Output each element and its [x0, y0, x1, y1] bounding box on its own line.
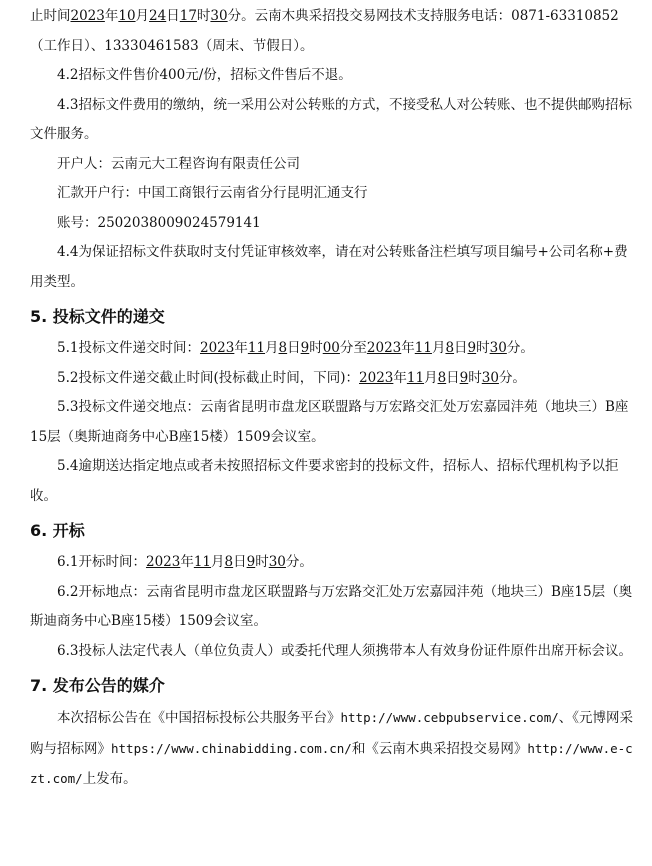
- deadline-hour: 17: [179, 8, 197, 24]
- text: 5.2投标文件递交截止时间(投标截止时间，下同)：: [57, 369, 360, 386]
- opening-month: 11: [193, 554, 212, 570]
- deadline-day: 8: [437, 369, 447, 386]
- text: 时: [309, 340, 323, 356]
- account-number: 账号：2502038009024579141: [57, 214, 261, 231]
- deadline-minute: 30: [481, 369, 499, 386]
- section-6-2: 6.2开标地点：云南省昆明市盘龙区联盟路与万宏路交汇处万宏嘉园沣苑（地块三）B座15层（奥斯迪商务中心B座15楼）1509会议室。: [30, 583, 633, 629]
- text: 分。: [506, 340, 534, 356]
- section-5-2: [30, 364, 634, 394]
- section-5-4: 5.4逾期送达指定地点或者未按照招标文件要求密封的投标文件，招标人、招标代理机构予以拒收。: [30, 458, 619, 504]
- section-6-heading: 6. 开标: [30, 521, 85, 540]
- section-5-heading: 5. 投标文件的递交: [30, 307, 165, 326]
- deadline-hour: 9: [459, 369, 469, 386]
- text: 日: [166, 8, 180, 24]
- section-7-body: [30, 703, 634, 795]
- deadline-year: 2023: [70, 8, 105, 24]
- opening-day: 8: [224, 554, 234, 570]
- text: 月: [211, 554, 225, 570]
- text: 年: [234, 340, 248, 356]
- end-year: 2023: [366, 340, 402, 356]
- cebpubservice-link[interactable]: http://www.cebpubservice.com/: [340, 710, 559, 725]
- text: 月: [431, 340, 446, 356]
- document-page: [0, 2, 652, 866]
- text: 上发布。: [82, 771, 137, 787]
- text: 、《元博网采购与招标网》: [30, 710, 633, 757]
- opening-hour: 9: [246, 554, 256, 570]
- text: 分。: [498, 369, 526, 386]
- end-minute: 30: [489, 340, 507, 356]
- text: 和《云南木典采招投交易网》: [351, 740, 528, 757]
- opening-year: 2023: [145, 554, 181, 570]
- section-4-2: 4.2招标文件售价400元/份，招标文件售后不退。: [57, 67, 352, 83]
- text: 本次招标公告在《中国招标投标公共服务平台》: [57, 710, 341, 726]
- text: 时: [196, 8, 211, 24]
- text: 年: [393, 369, 407, 386]
- text: 分至: [339, 340, 367, 356]
- text: 月: [265, 340, 279, 356]
- text: 年: [401, 340, 415, 356]
- end-hour: 9: [467, 340, 477, 356]
- text: 分。: [285, 554, 313, 570]
- section-7-heading: 7. 发布公告的媒介: [30, 676, 165, 695]
- text: 日: [454, 340, 468, 356]
- payee: 开户人：云南元大工程咨询有限责任公司: [57, 155, 300, 172]
- text: 日: [233, 554, 247, 570]
- bank: 汇款开户行：中国工商银行云南省分行昆明汇通支行: [57, 185, 368, 201]
- deadline-month: 10: [118, 8, 136, 24]
- deadline-month: 11: [406, 369, 425, 386]
- chinabidding-link[interactable]: https://www.chinabidding.com.cn/: [111, 740, 352, 756]
- start-hour: 9: [300, 340, 310, 356]
- text: 时: [476, 340, 490, 356]
- deadline-day: 24: [149, 8, 167, 24]
- text: 6.1开标时间：: [57, 554, 146, 570]
- section-4-4: 4.4为保证招标文件获取时支付凭证审核效率，请在对公转账备注栏填写项目编号+公司名称+费用类型。: [30, 244, 628, 290]
- start-minute: 00: [322, 340, 340, 356]
- section-5-1: [30, 334, 634, 364]
- text: 分。云南木典采招投交易网技术支持服务电话：0871-63310852（工作日）、13330461583（周末、节假日）。: [30, 8, 619, 54]
- text: 日: [287, 340, 301, 356]
- end-day: 8: [445, 340, 455, 356]
- text: 年: [104, 8, 119, 24]
- section-4-3: 4.3招标文件费用的缴纳，统一采用公对公转账的方式，不接受私人对公转账、也不提供邮购招标文件服务。: [30, 96, 632, 142]
- start-year: 2023: [199, 340, 235, 356]
- deadline-minute: 30: [210, 8, 228, 24]
- text: 日: [446, 369, 460, 386]
- e-czt-link[interactable]: http://www.e-czt.com/: [30, 740, 633, 786]
- section-5-3: 5.3投标文件递交地点：云南省昆明市盘龙区联盟路与万宏路交汇处万宏嘉园沣苑（地块三）B座15层（奥斯迪商务中心B座15楼）1509会议室。: [30, 399, 629, 445]
- section-6-1: [30, 548, 634, 578]
- start-day: 8: [278, 340, 288, 356]
- text: 年: [180, 554, 194, 570]
- text: 5.1投标文件递交时间：: [57, 340, 200, 356]
- start-month: 11: [247, 340, 266, 356]
- text: 时: [255, 554, 269, 570]
- text: 时: [468, 369, 482, 386]
- text: 月: [424, 369, 438, 386]
- text: 止时间: [30, 8, 71, 24]
- deadline-year: 2023: [359, 369, 394, 386]
- section-4-1-continuation: [30, 2, 634, 61]
- opening-minute: 30: [268, 554, 286, 570]
- end-month: 11: [414, 340, 432, 356]
- section-6-3: 6.3投标人法定代表人（单位负责人）或委托代理人须携带本人有效身份证件原件出席开标会议。: [57, 642, 632, 659]
- text: 月: [135, 8, 150, 24]
